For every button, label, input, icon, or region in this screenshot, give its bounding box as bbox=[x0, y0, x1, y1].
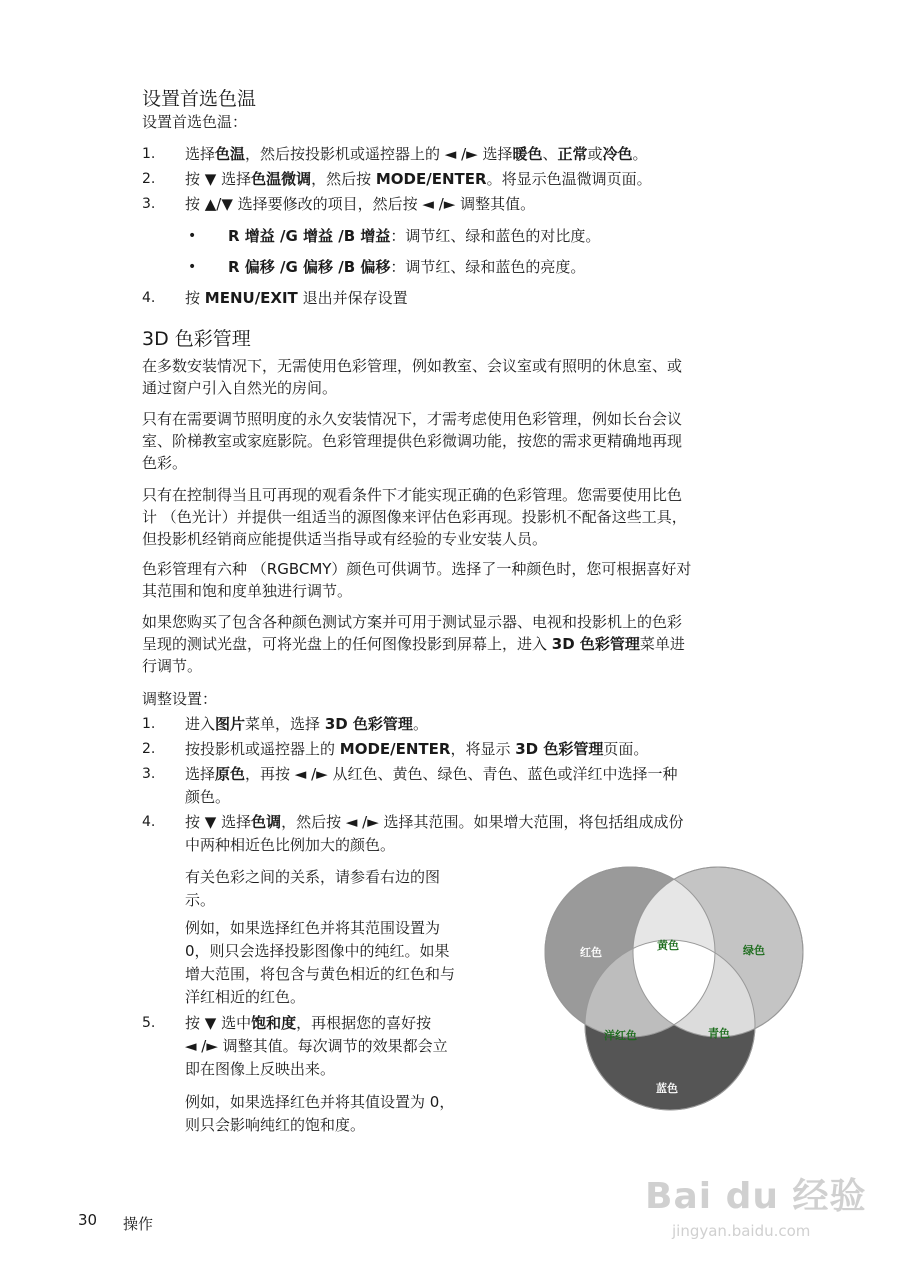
color-venn-diagram bbox=[530, 860, 820, 1140]
baidu-watermark-logo: Bai du 经验 bbox=[645, 1176, 867, 1217]
paragraph-2: 只有在需要调节照明度的永久安装情况下，才需考虑使用色彩管理，例如长台会议 室、阶梯教室或家庭影院。色彩管理提供色彩微调功能，按您的需求更精确地再现 色彩。 bbox=[142, 410, 683, 472]
label-red: 红色 bbox=[580, 946, 602, 959]
step-5-note: 例如，如果选择红色并将其值设置为 0， 则只会影响纯红的饱和度。 bbox=[185, 1093, 455, 1134]
label-cyan: 青色 bbox=[708, 1027, 730, 1040]
page-number: 30 bbox=[78, 1211, 98, 1229]
label-blue: 蓝色 bbox=[656, 1082, 678, 1095]
footer-section: 操作 bbox=[123, 1215, 154, 1233]
paragraph-1: 在多数安装情况下，无需使用色彩管理，例如教室、会议室或有照明的休息室、或 通过窗户引入自然光的房间。 bbox=[142, 357, 683, 397]
step-4-note-2: 例如，如果选择红色并将其范围设置为 0，则只会选择投影图像中的纯红。如果 增大范围，将包含与黄色相近的红色和与 洋红相近的红色。 bbox=[185, 919, 456, 1006]
baidu-watermark-url: jingyan.baidu.com bbox=[672, 1222, 811, 1240]
paragraph-4: 色彩管理有六种 （RGBCMY）颜色可供调节。选择了一种颜色时，您可根据喜好对 其范围和饱和度单独进行调节。 bbox=[142, 560, 692, 600]
label-yellow: 黄色 bbox=[657, 939, 679, 952]
paragraph-5: 如果您购买了包含各种颜色测试方案并可用于测试显示器、电视和投影机上的色彩 呈现的测试光盘，可将光盘上的任何图像投影到屏幕上，进入 3D 色彩管理菜单进 行调节。 bbox=[142, 613, 685, 675]
section-title-3d-color: 3D 色彩管理 bbox=[142, 328, 251, 350]
step-4-note-1: 有关色彩之间的关系，请参看右边的图 示。 bbox=[185, 868, 441, 909]
section-intro: 设置首选色温： bbox=[142, 113, 248, 131]
section-title-color-temp: 设置首选色温 bbox=[142, 88, 257, 110]
paragraph-3: 只有在控制得当且可再现的观看条件下才能实现正确的色彩管理。您需要使用比色 计 （色光计）并提供一组适当的源图像来评估色彩再现。投影机不配备这些工具， 但投影机经销商应能提供适当指导或有经验的专业安装人员。 bbox=[142, 486, 687, 548]
label-green: 绿色 bbox=[743, 944, 765, 957]
adjust-intro: 调整设置： bbox=[142, 690, 218, 708]
label-magenta: 洋红色 bbox=[604, 1029, 637, 1042]
